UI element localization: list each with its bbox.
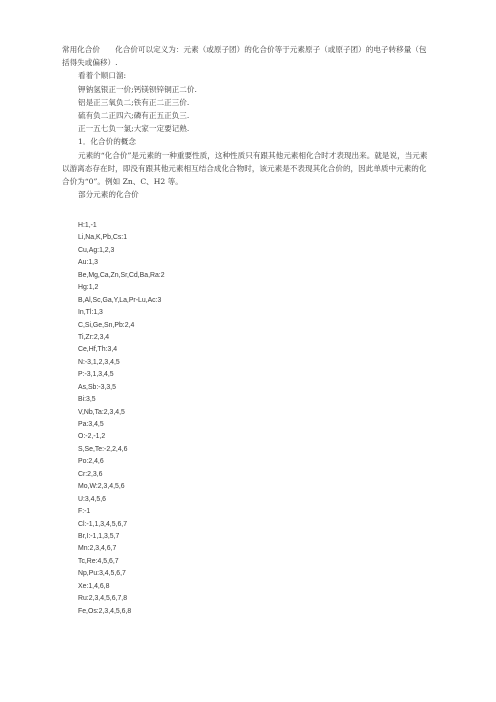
valence-list-heading: 部分元素的化合价 — [78, 190, 139, 200]
valence-entry: N:-3,1,2,3,4,5 — [78, 358, 120, 366]
section-heading: 1．化合价的概念 — [78, 137, 136, 147]
valence-entry: Mo,W:2,3,4,5,6 — [78, 483, 125, 491]
valence-entry: Cr:2,3,6 — [78, 470, 103, 478]
valence-entry: Pa:3,4,5 — [78, 421, 104, 428]
valence-entry: Br,I:-1,1,3,5,7 — [78, 532, 120, 540]
valence-entry: H:1,-1 — [78, 222, 97, 229]
mnemonic-line-4: 正一五七负一氯;大家一定要记熟. — [78, 124, 190, 134]
valence-entry: Ru:2,3,4,5,6,7,8 — [78, 595, 128, 603]
valence-entry: Cu,Ag:1,2,3 — [78, 246, 115, 254]
mnemonic-heading: 看着个顺口溜: — [78, 71, 127, 81]
valence-entry: S,Se,Te:-2,2,4,6 — [78, 445, 128, 453]
valence-entry: As,Sb:-3,3,5 — [78, 383, 116, 391]
valence-entry: V,Nb,Ta:2,3,4,5 — [78, 408, 125, 416]
intro-section — [62, 43, 434, 201]
mnemonic-line-3: 硫有负二正四六;磷有正五正负三. — [78, 111, 190, 121]
valence-entry: B,Al,Sc,Ga,Y,La,Pr-Lu,Ac:3 — [78, 296, 162, 304]
mnemonic-line-2: 铝是正三氧负二;铁有正二正三价. — [78, 97, 190, 107]
valence-entry: Po:2,4,6 — [78, 458, 104, 466]
concept-paragraph: 元素的“化合价”是元素的一种重要性质，这种性质只有跟其他元素相化合时才表现出来。就是说，当元素以游离态存在时，即没有跟其他元素相互结合成化合物时，该元素是不表现其化合价的，因此单质中元素的化合价为“0”。例如 Zn、C、H2 等。 — [62, 150, 428, 187]
valence-entry: Au:1,3 — [78, 259, 98, 267]
valence-entry: O:-2,-1,2 — [78, 433, 106, 441]
valence-entry: Cl:-1,1,3,4,5,6,7 — [78, 520, 128, 528]
valence-entry: P:-3,1,3,4,5 — [78, 371, 114, 379]
valence-list — [78, 220, 165, 618]
valence-entry: Ti,Zr:2,3,4 — [78, 333, 110, 341]
valence-entry: Np,Pu:3,4,5,6,7 — [78, 570, 126, 578]
valence-entry: Tc,Re:4,5,6,7 — [78, 557, 119, 565]
valence-entry: Mn:2,3,4,6,7 — [78, 545, 117, 553]
valence-entry: Hg:1,2 — [78, 284, 99, 292]
valence-entry: In,Tl:1,3 — [78, 309, 103, 317]
valence-entry: Xe:1,4,6,8 — [78, 582, 110, 590]
mnemonic-line-1: 钾钠氢银正一价;钙镁钡锌铜正二价. — [78, 84, 197, 94]
valence-entry: Bi:3,5 — [78, 396, 96, 404]
valence-entry: F:-1 — [78, 508, 91, 516]
definition-paragraph: 常用化合价 化合价可以定义为：元素（或原子团）的化合价等于元素原子（或原子团）的电子转移量（包括得失或偏移）. — [62, 45, 427, 68]
valence-entry: U:3,4,5,6 — [78, 495, 106, 503]
valence-entry: Li,Na,K,Pb,Cs:1 — [78, 234, 128, 242]
valence-entry: Ce,Hf,Th:3,4 — [78, 346, 118, 354]
valence-entry: C,Si,Ge,Sn,Pb:2,4 — [78, 321, 135, 329]
valence-entry: Fe,Os:2,3,4,5,6,8 — [78, 607, 132, 615]
valence-entry: Be,Mg,Ca,Zn,Sr,Cd,Ba,Ra:2 — [78, 271, 165, 279]
